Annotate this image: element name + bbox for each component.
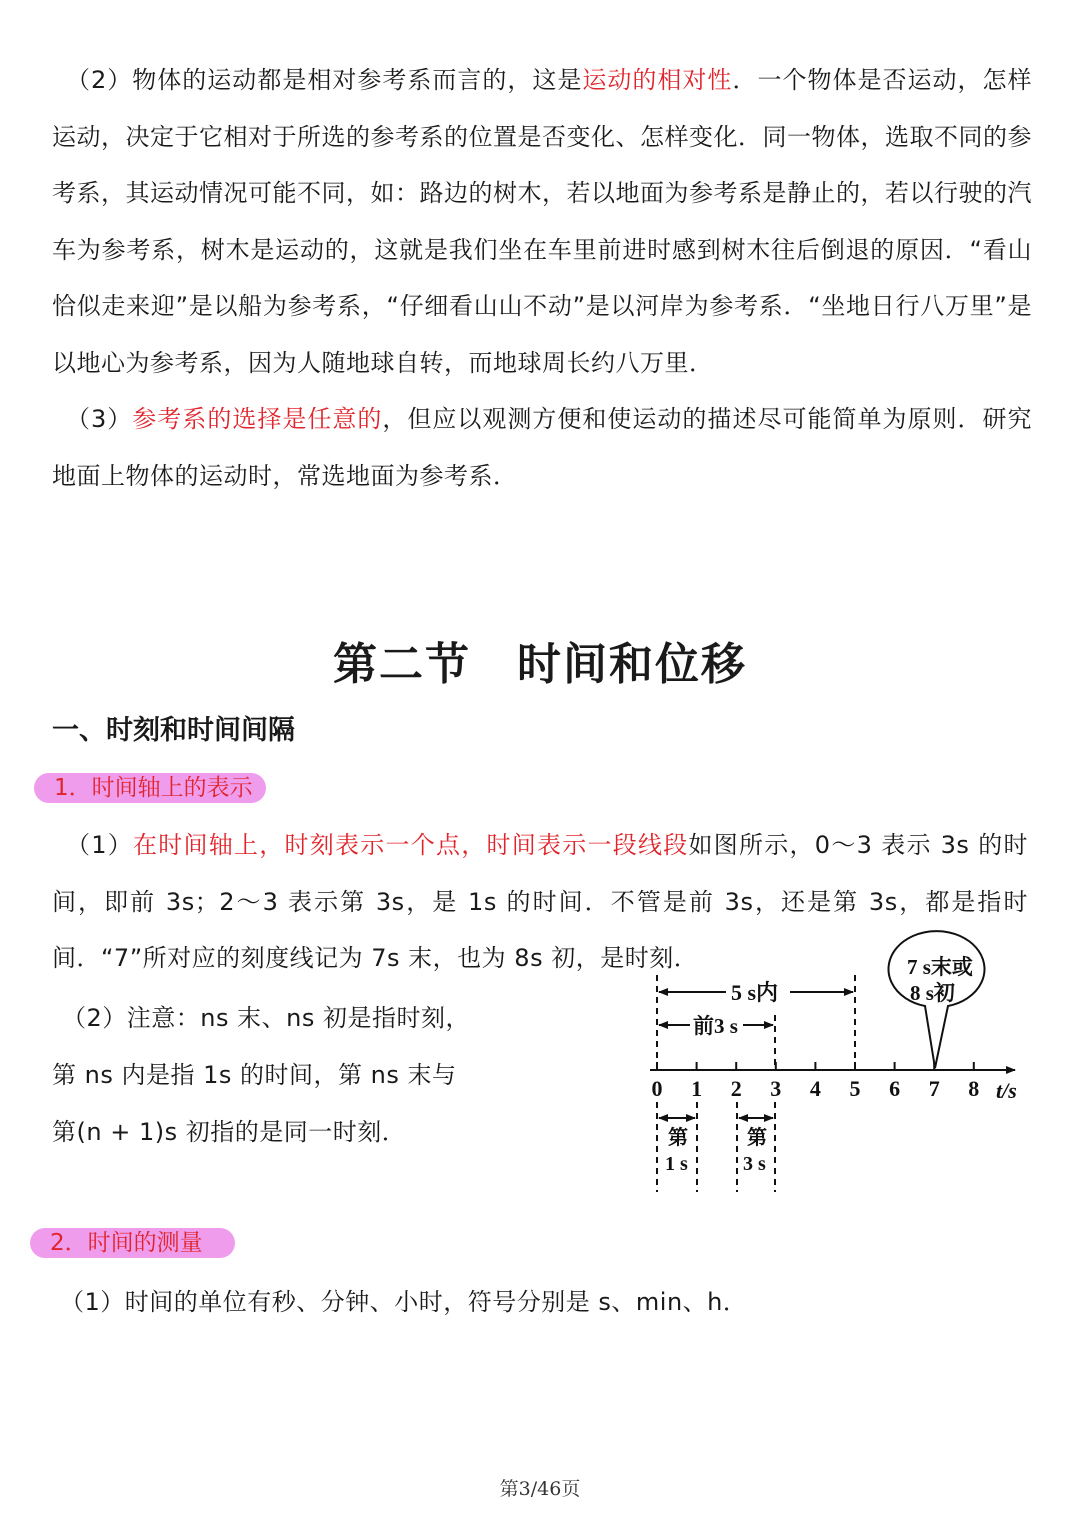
text: ，但应以观测方便和使运动的描述尽可能简单为原则．研究地面上物体的运动时，常选地面为参考系． — [52, 405, 1033, 490]
note-line-3: 第(n + 1)s 初指的是同一时刻． — [52, 1118, 407, 1146]
page-number: 第3/46页 — [499, 1478, 581, 1500]
tick-label: 1 — [691, 1076, 703, 1101]
label-3s-b: 3 s — [743, 1153, 766, 1175]
bubble-line-2: 8 s初 — [910, 981, 955, 1005]
section-number: 第二节 — [333, 639, 471, 690]
label-1s-a: 第 — [668, 1127, 688, 1149]
axis-label: t/s — [996, 1078, 1017, 1103]
text: （3） — [66, 405, 133, 433]
label-within-5s: 5 s内 — [731, 980, 779, 1005]
section-name: 时间和位移 — [517, 639, 747, 690]
heading-moment-interval: 一、时刻和时间间隔 — [52, 715, 295, 746]
label-first-3s: 前3 s — [693, 1014, 738, 1038]
note-line-2: 第 ns 内是指 1s 的时间，第 ns 末与 — [52, 1061, 457, 1089]
tick-label: 4 — [809, 1076, 821, 1101]
text: （1） — [66, 831, 134, 859]
subheading-timeline: 1．时间轴上的表示 — [34, 773, 266, 803]
tick-label: 6 — [889, 1076, 901, 1101]
tick-label: 3 — [770, 1076, 782, 1101]
highlight-text: 参考系的选择是任意的 — [132, 405, 383, 433]
note-line-1: （2）注意：ns 末、ns 初是指时刻， — [62, 1004, 470, 1032]
paragraph-units: （1）时间的单位有秒、分钟、小时，符号分别是 s、min、h． — [60, 1288, 748, 1316]
highlight-text: 运动的相对性 — [582, 66, 733, 94]
tick-label: 2 — [730, 1076, 742, 1101]
tick-group — [652, 1062, 980, 1101]
highlight-text: 在时间轴上，时刻表示一个点，时间表示一段线段 — [133, 831, 689, 859]
label-1s-b: 1 s — [665, 1153, 688, 1175]
subheading-measurement: 2．时间的测量 — [30, 1228, 235, 1258]
text: 如图所示，0～3 表示 3s 的时间，即前 3s；2～3 表示第 3s，是 1s 的时间．不管是前 3s，还是第 3s，都是指时间．“7”所对应的刻度线记为 7s 末，也为 8s 初，是时刻． — [52, 831, 1029, 972]
bubble-line-1: 7 s末或 — [907, 955, 973, 979]
tick-label: 0 — [651, 1076, 663, 1101]
text: ．一个物体是否运动，怎样运动，决定于它相对于所选的参考系的位置是否变化、怎样变化．同一物体，选取不同的参考系，其运动情况可能不同，如：路边的树木，若以地面为参考系是静止的，若以行驶的汽车为参考系，树木是运动的，这就是我们坐在车里前进时感到树木往后倒退的原因．“看山恰似走来迎”是以船为参考系，“仔细看山山不动”是以河岸为参考系．“坐地日行八万里”是以地心为参考系，因为人随地球自转，而地球周长约八万里． — [52, 66, 1032, 377]
text: （2）物体的运动都是相对参考系而言的，这是 — [66, 66, 583, 94]
tick-label: 5 — [849, 1076, 861, 1101]
label-3s-a: 第 — [747, 1127, 767, 1149]
tick-label: 7 — [928, 1076, 940, 1101]
tick-label: 8 — [968, 1076, 980, 1101]
